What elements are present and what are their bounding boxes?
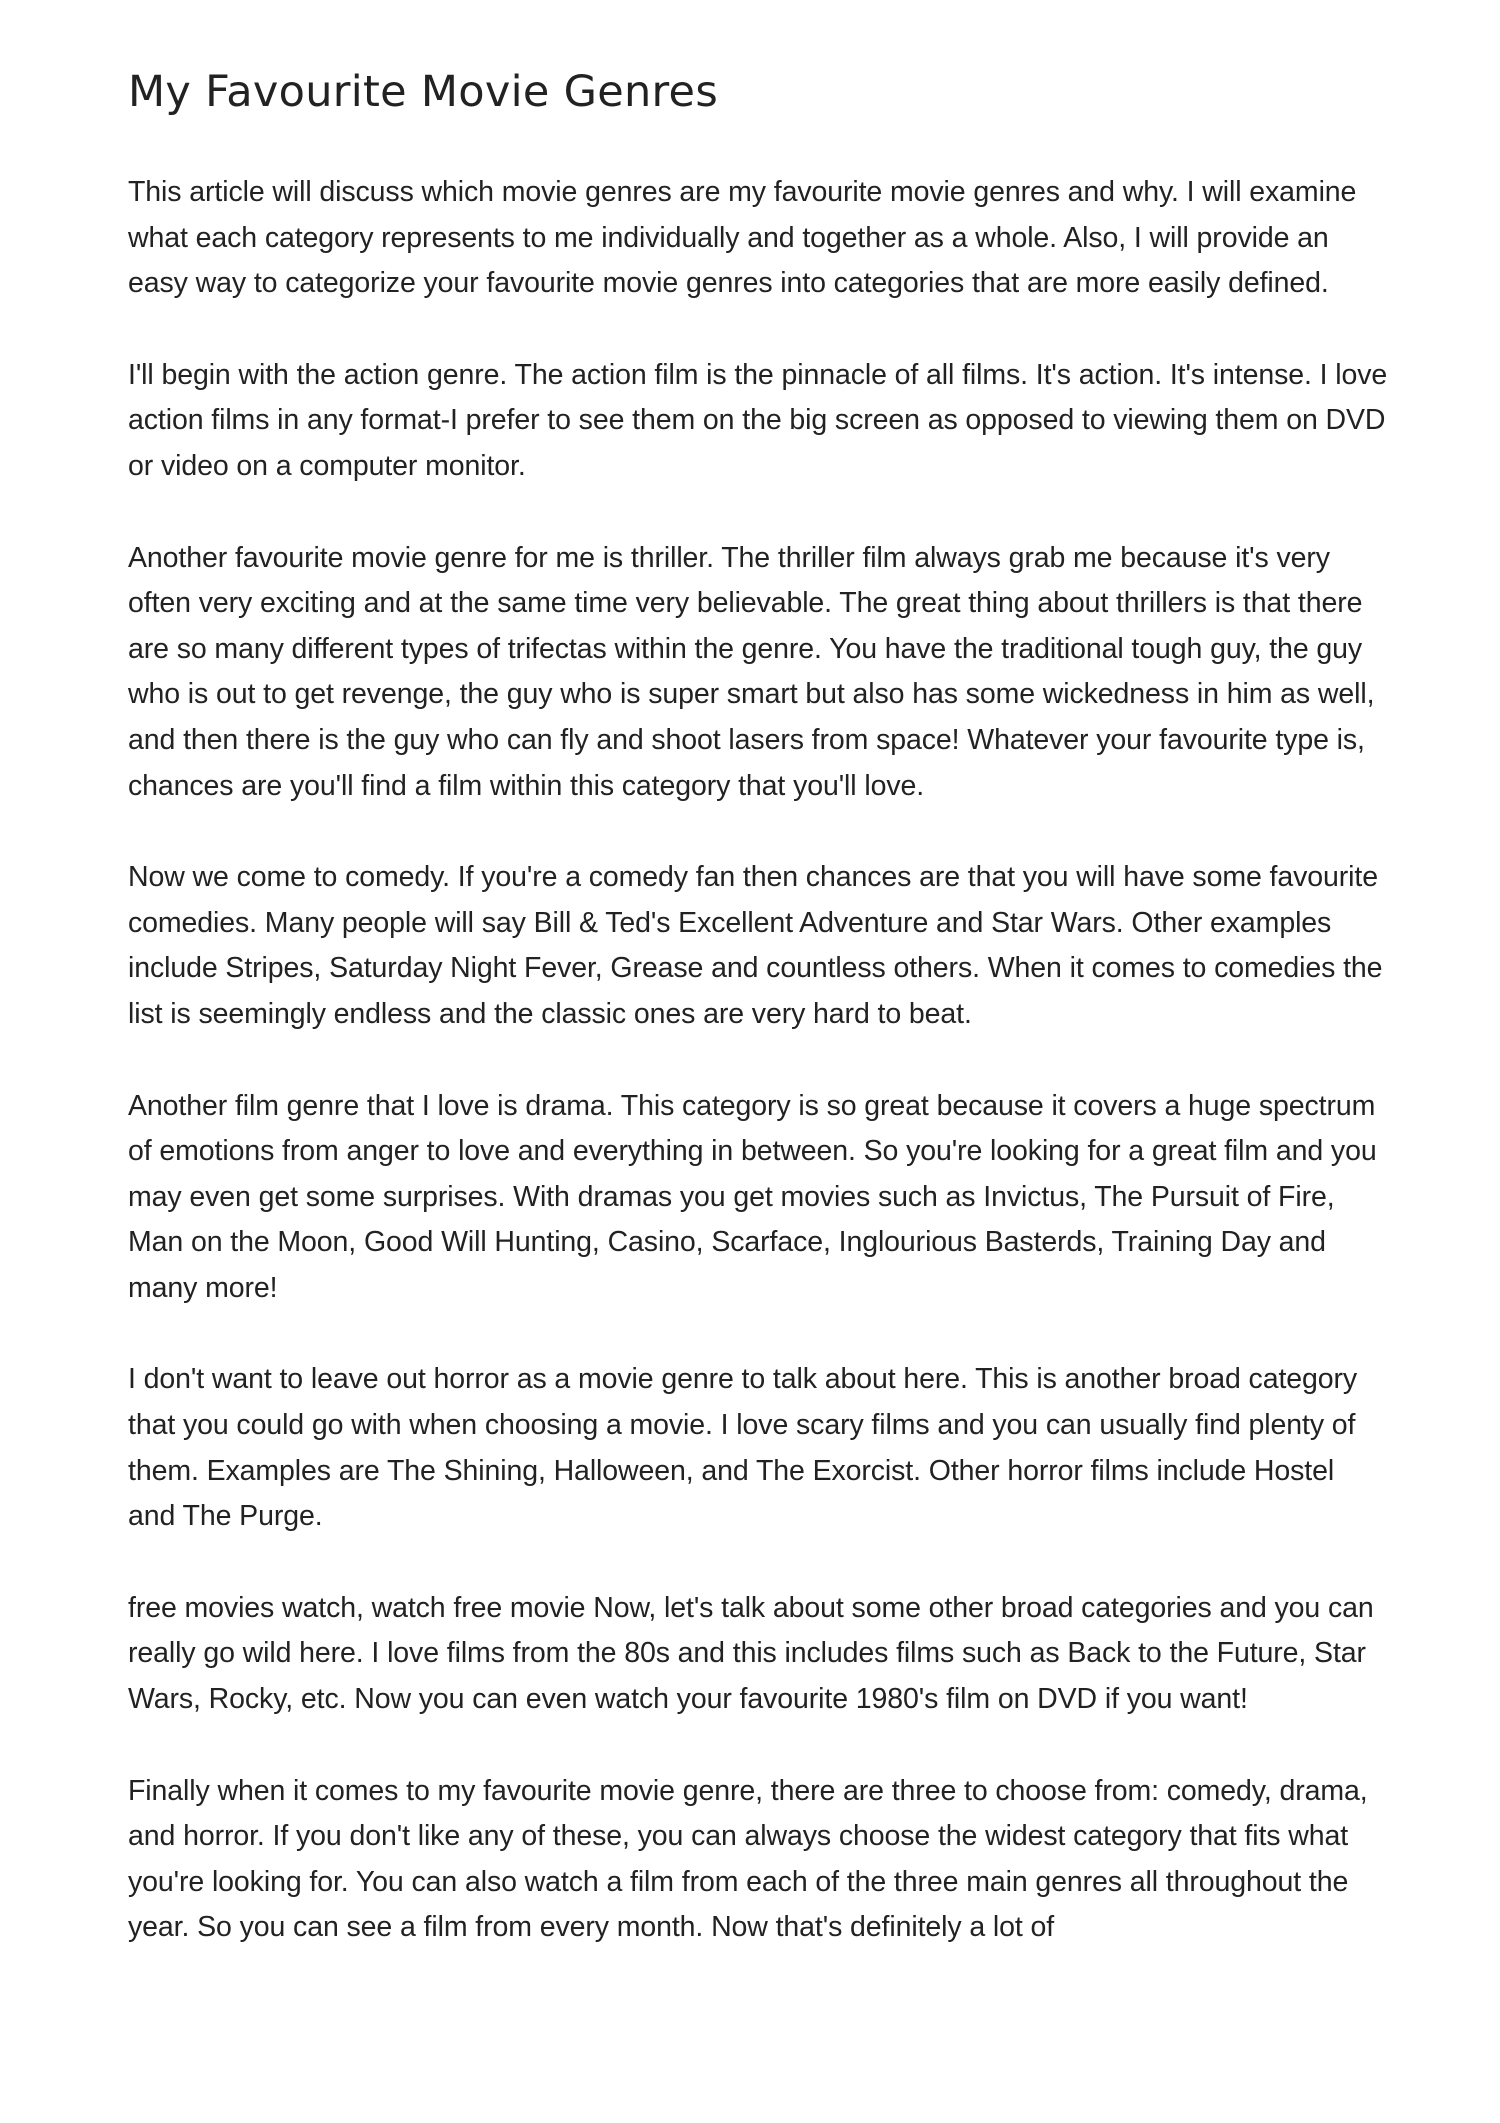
paragraph-horror: I don't want to leave out horror as a movie genre to talk about here. This is another broad category that you could go with when choosing a movie. I love scary films and you can usually find plenty of them. Examples are The Shining, Halloween, and The Exorcist. Other horror films include Hostel and The Purge.: [128, 1363, 1358, 1533]
paragraph-80s-films: free movies watch, watch free movie Now, let's talk about some other broad categories and you can really go wild here. I love films from the 80s and this includes films such as Back to the Future, Star Wars, Rocky, etc. Now you can even watch your favourite 1980's film on DVD if you want!: [128, 1591, 1374, 1716]
paragraph-intro: This article will discuss which movie genres are my favourite movie genres and why. I will examine what each category represents to me individually and together as a whole. Also, I will provide an easy way to categorize your favourite movie genres into categories that are more easily defined.: [128, 176, 1357, 300]
paragraph-conclusion: Finally when it comes to my favourite movie genre, there are three to choose from: comedy, drama, and horror. If you don't like any of these, you can always choose the widest category that fits what you're looking for. You can also watch a film from each of the three main genres all throughout the year. So you can see a film from every month. Now that's definitely a lot of: [128, 1774, 1368, 1944]
article-body: [128, 170, 1388, 1997]
paragraph-drama: Another film genre that I love is drama. This category is so great because it covers a huge spectrum of emotions from anger to love and everything in between. So you're looking for a great film and you may even get some surprises. With dramas you get movies such as Invictus, The Pursuit of Fire, Man on the Moon, Good Will Hunting, Casino, Scarface, Inglourious Basterds, Training Day and many more!: [128, 1089, 1377, 1304]
paragraph-thriller: Another favourite movie genre for me is thriller. The thriller film always grab me because it's very often very exciting and at the same time very believable. The great thing about thrillers is that there are so many different types of trifectas within the genre. You have the traditional tough guy, the guy who is out to get revenge, the guy who is super smart but also has some wickedness in him as well, and then there is the guy who can fly and shoot lasers from space! Whatever your favourite type is, chances are you'll find a film within this category that you'll love.: [128, 541, 1375, 802]
paragraph-action: I'll begin with the action genre. The action film is the pinnacle of all films. It's action. It's intense. I love action films in any format-I prefer to see them on the big screen as opposed to viewing them on DVD or video on a computer monitor.: [128, 358, 1388, 482]
paragraph-comedy: Now we come to comedy. If you're a comedy fan then chances are that you will have some favourite comedies. Many people will say Bill & Ted's Excellent Adventure and Star Wars. Other examples include Stripes, Saturday Night Fever, Grease and countless others. When it comes to comedies the list is seemingly endless and the classic ones are very hard to beat.: [128, 861, 1383, 1030]
document-title: My Favourite Movie Genres: [128, 67, 719, 117]
